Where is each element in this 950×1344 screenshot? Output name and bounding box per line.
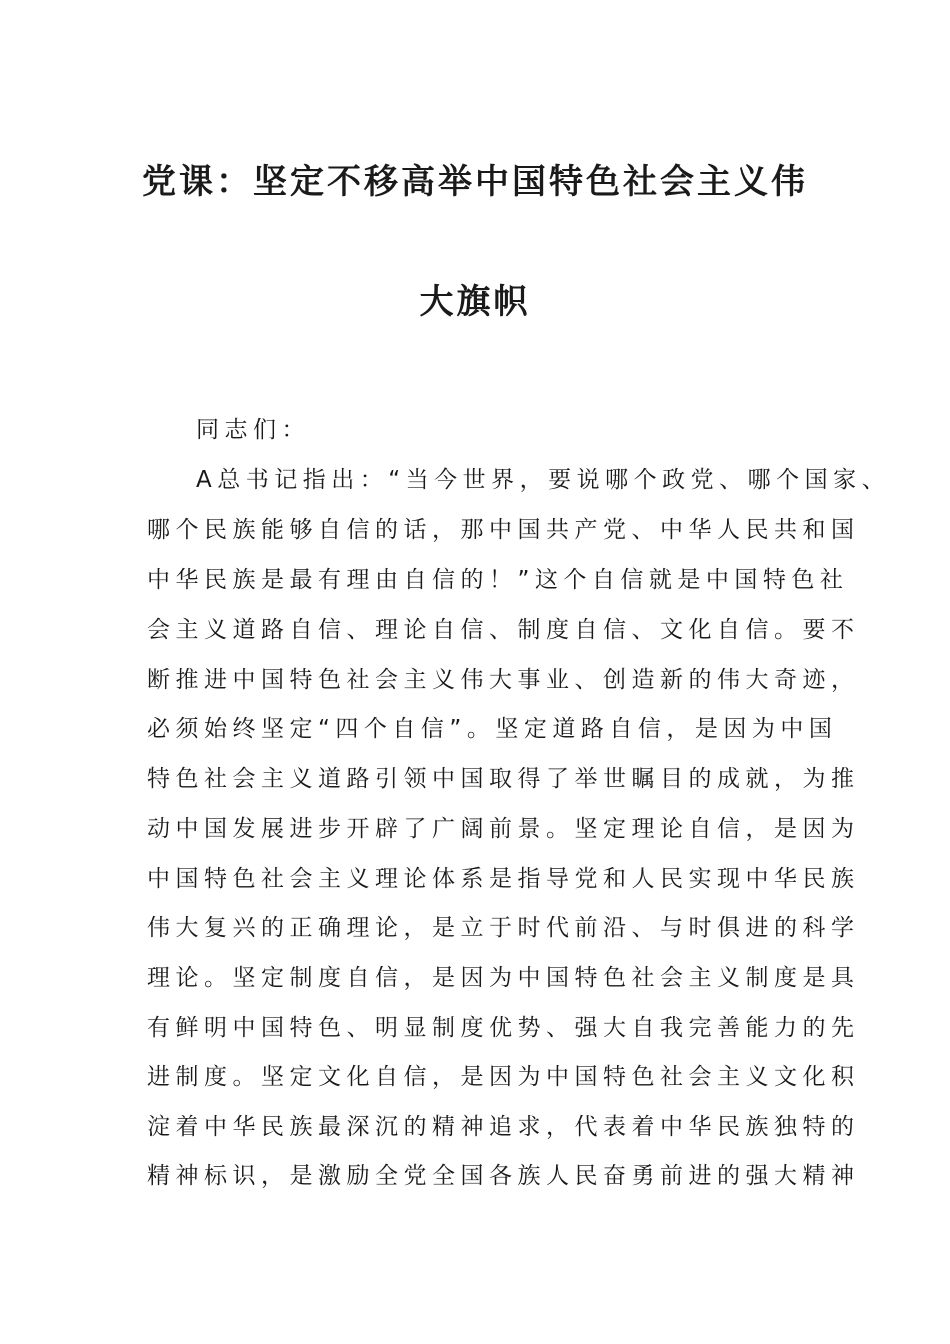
body-line: 有鲜明中国特色、明显制度优势、强大自我完善能力的先: [147, 1015, 860, 1041]
body-line: 必须始终坚定“四个自信”。坚定道路自信，是因为中国: [147, 716, 838, 742]
body-line: 动中国发展进步开辟了广阔前景。坚定理论自信，是因为: [147, 816, 860, 842]
body-line: 哪个民族能够自信的话，那中国共产党、中华人民共和国: [147, 517, 860, 543]
body-line: 伟大复兴的正确理论，是立于时代前沿、与时俱进的科学: [147, 915, 860, 941]
body-line: 会主义道路自信、理论自信、制度自信、文化自信。要不: [147, 617, 860, 643]
body-line: 淀着中华民族最深沉的精神追求，代表着中华民族独特的: [147, 1114, 860, 1140]
body-line: 精神标识，是激励全党全国各族人民奋勇前进的强大精神: [147, 1163, 860, 1189]
document-title-line-1: 党课：坚定不移高举中国特色社会主义伟: [142, 162, 808, 202]
body-line: 进制度。坚定文化自信，是因为中国特色社会主义文化积: [147, 1064, 860, 1090]
body-line: 中华民族是最有理由自信的！”这个自信就是中国特色社: [147, 567, 849, 593]
body-line: A总书记指出：“当今世界，要说哪个政党、哪个国家、: [196, 467, 891, 493]
body-line: 特色社会主义道路引领中国取得了举世瞩目的成就，为推: [147, 766, 860, 792]
document-title-line-2: 大旗帜: [419, 282, 531, 322]
body-line: 理论。坚定制度自信，是因为中国特色社会主义制度是具: [147, 965, 860, 991]
body-line: 断推进中国特色社会主义伟大事业、创造新的伟大奇迹，: [147, 667, 860, 693]
salutation: 同志们：: [196, 417, 310, 443]
body-line: 中国特色社会主义理论体系是指导党和人民实现中华民族: [147, 866, 860, 892]
